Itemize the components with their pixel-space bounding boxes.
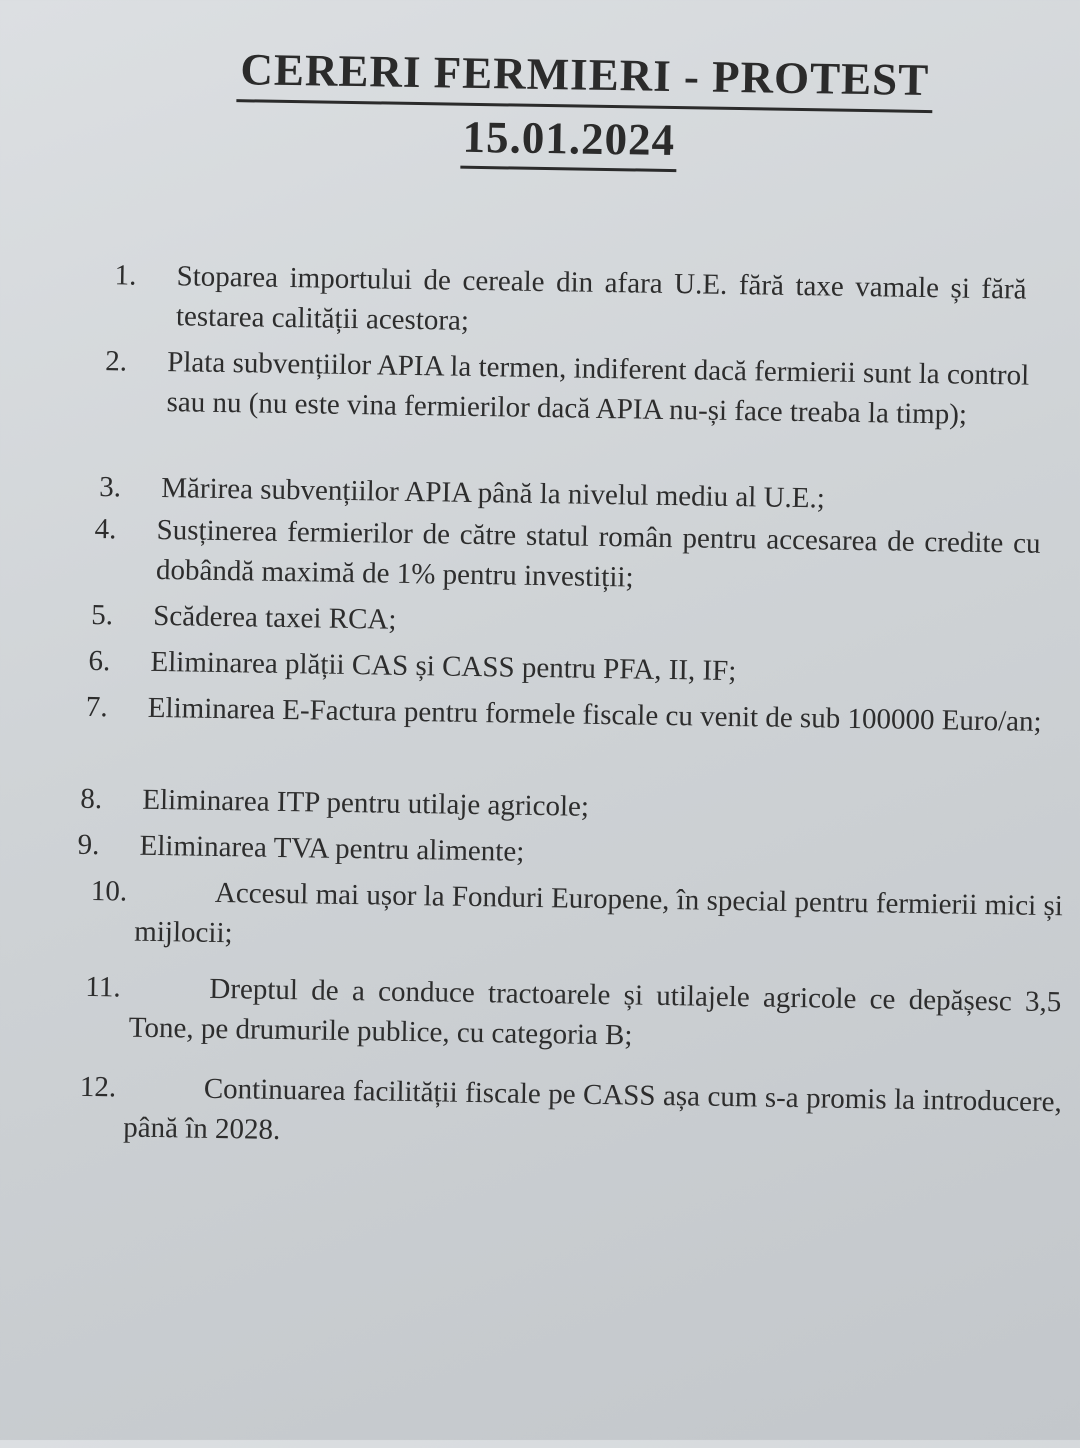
item-text: Susținerea fermierilor de către statul român pentru accesarea de credite cu dobândă maximă de 1% pentru investiții; xyxy=(155,513,1041,594)
list-item xyxy=(91,596,1034,650)
item-number: 9. xyxy=(77,828,100,862)
document-title: CERERI FERMIERI - PROTEST xyxy=(236,41,934,113)
item-text: Eliminarea TVA pentru alimente; xyxy=(139,829,525,868)
item-text: Accesul mai ușor la Fonduri Europene, în special pentru fermierii mici și mijlocii; xyxy=(134,876,1064,950)
item-number: 3. xyxy=(99,471,122,504)
item-text: Stoparea importului de cereale din afara U.E. fără taxe vamale și fără testarea calității acestora; xyxy=(175,260,1027,337)
list-item xyxy=(94,510,1041,604)
list-item xyxy=(77,826,1040,880)
document-date: 15.01.2024 xyxy=(460,110,677,172)
item-number: 1. xyxy=(114,259,137,292)
list-item xyxy=(80,780,1043,834)
item-number: 11. xyxy=(85,970,121,1004)
list-item xyxy=(85,968,1062,1063)
item-number: 5. xyxy=(91,598,114,632)
item-text: Eliminarea E-Factura pentru formele fiscale cu venit de sub 100000 Euro/an; xyxy=(147,691,1042,738)
item-number: 4. xyxy=(94,512,117,546)
list-item xyxy=(114,256,1027,349)
item-text: Dreptul de a conduce tractoarele și utilajele agricole ce depășesc 3,5 Tone, pe drumurile publice, cu categoria B; xyxy=(128,972,1062,1052)
item-text: Mărirea subvențiilor APIA până la nivelul mediu al U.E.; xyxy=(161,472,826,515)
item-number: 7. xyxy=(85,690,108,724)
list-item xyxy=(90,872,1064,967)
list-item xyxy=(105,342,1030,436)
list-item xyxy=(88,642,1035,696)
list-item xyxy=(85,688,1051,742)
item-text: Plata subvențiilor APIA la termen, indiferent dacă fermierii sunt la control sau nu (nu este vina fermierilor dacă APIA nu-și face treaba la timp); xyxy=(166,346,1030,431)
item-text: Eliminarea plății CAS și CASS pentru PFA, II, IF; xyxy=(150,645,737,688)
list-item xyxy=(79,1068,1062,1163)
item-number: 10. xyxy=(90,874,128,908)
item-text: Scăderea taxei RCA; xyxy=(153,599,397,636)
item-number: 12. xyxy=(79,1070,117,1104)
item-text: Eliminarea ITP pentru utilaje agricole; xyxy=(142,783,590,823)
item-text: Continuarea facilității fiscale pe CASS așa cum s-a promis la introducere, până în 2028. xyxy=(122,1072,1062,1146)
item-number: 2. xyxy=(105,345,128,378)
item-number: 8. xyxy=(80,782,103,816)
item-number: 6. xyxy=(88,644,111,678)
